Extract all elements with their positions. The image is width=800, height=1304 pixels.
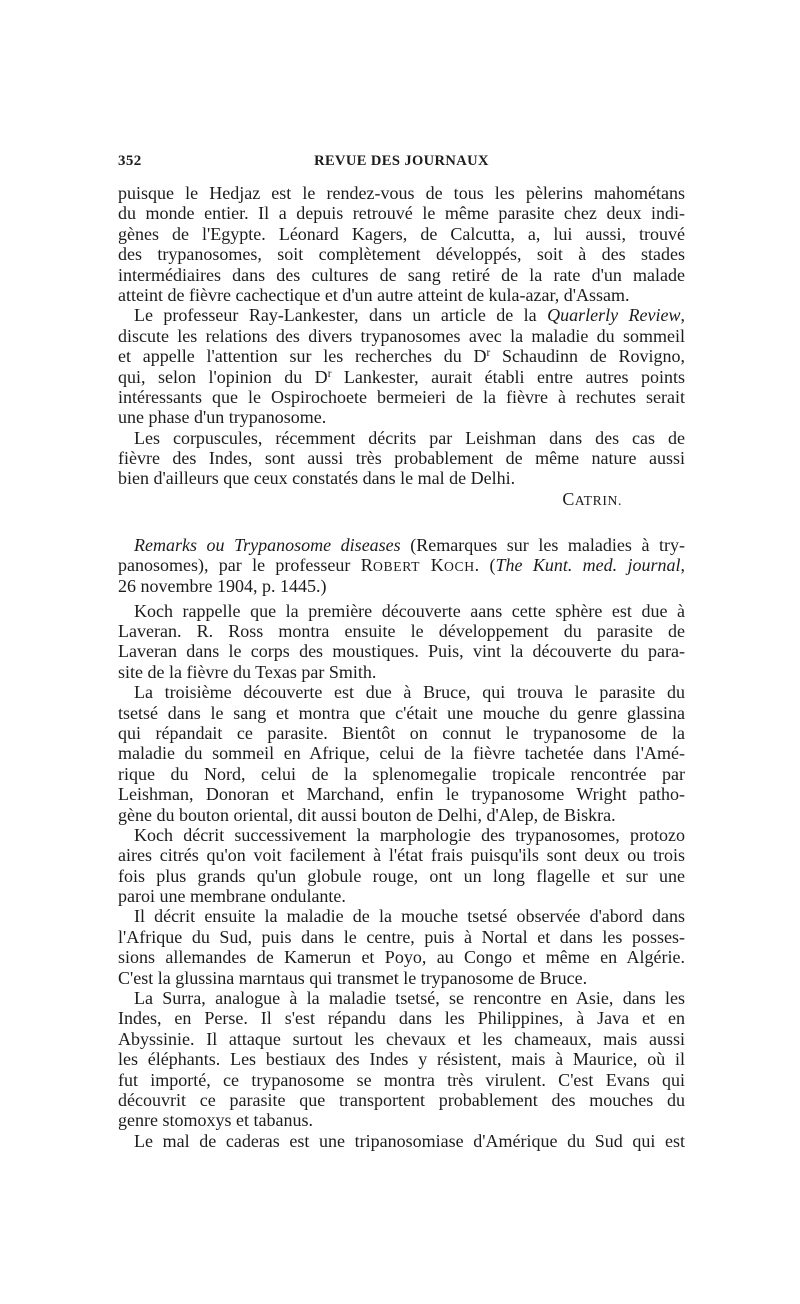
line-text: Koch décrit successivement la marphologie des trypanosomes, protozo <box>134 824 685 845</box>
line-text: l'Afrique du Sud, puis dans le centre, puis à Nortal et dans les posses- <box>118 926 685 947</box>
line-text: Le mal de caderas est une tripanosomiase d'Amérique du Sud qui est <box>134 1130 685 1151</box>
line-text: maladie du sommeil en Afrique, celui de la fièvre tachetée dans l'Amé- <box>118 743 685 764</box>
line-text: genre stomoxys et tabanus. <box>118 1110 313 1131</box>
page-header <box>118 151 685 171</box>
text-line <box>118 743 685 763</box>
line-text: Laveran. R. Ross montra ensuite le développement du parasite de <box>118 621 685 641</box>
text-line <box>118 1090 685 1110</box>
article-citation <box>118 535 685 596</box>
text-line <box>118 805 685 825</box>
line-text: Laveran dans le corps des moustiques. Puis, vint la découverte du para- <box>118 641 685 662</box>
line-text: fut importé, ce trypanosome se montra très virulent. C'est Evans qui <box>118 1069 685 1090</box>
text-line <box>118 825 685 845</box>
line-text: les éléphants. Les bestiaux des Indes y résistent, mais à Maurice, où il <box>118 1049 685 1070</box>
paragraph <box>118 825 685 907</box>
article-body <box>118 183 685 1151</box>
text-line <box>118 489 685 509</box>
line-text: Il décrit ensuite la maladie de la mouche tsetsé observée d'abord dans <box>134 906 685 927</box>
line-text: Indes, en Perse. Il s'est répandu dans les Philippines, à Java et en <box>118 1008 685 1029</box>
author-signature <box>118 489 685 509</box>
line-text: site de la fièvre du Texas par Smith. <box>118 661 377 682</box>
line-text: gènes de l'Egypte. Léonard Kagers, de Calcutta, a, lui aussi, trouvé <box>118 223 685 244</box>
text-line <box>118 927 685 947</box>
text-line <box>118 641 685 661</box>
text-line <box>118 1070 685 1090</box>
line-text: gène du bouton oriental, dit aussi bouton de Delhi, d'Alep, de Biskra. <box>118 804 616 825</box>
text-span: Le professeur Ray-Lankester, dans un article de la <box>134 305 548 326</box>
paragraph <box>118 305 685 427</box>
line-text <box>118 346 685 366</box>
line-text: une phase d'un trypanosome. <box>118 407 327 428</box>
line-text: tsetsé dans le sang et montra que c'était une mouche du genre glassina <box>118 702 685 723</box>
line-text <box>118 367 685 387</box>
text-line <box>118 555 685 575</box>
line-text: découvrit ce parasite que transportent probablement des mouches du <box>118 1089 685 1110</box>
text-line <box>118 866 685 886</box>
text-line <box>118 784 685 804</box>
text-line <box>118 265 685 285</box>
text-line <box>118 535 685 555</box>
text-line <box>118 601 685 621</box>
line-text: La troisième découverte est due à Bruce, qui trouva le parasite du <box>134 682 685 703</box>
paragraph <box>118 601 685 683</box>
text-line <box>118 244 685 264</box>
line-text: rique du Nord, celui de la splenomegalie tropicale rencontrée par <box>118 763 685 784</box>
text-line <box>118 906 685 926</box>
text-span: panosomes), par le professeur <box>118 555 361 576</box>
text-line <box>118 662 685 682</box>
text-line <box>118 621 685 641</box>
text-line <box>118 703 685 723</box>
text-span: , <box>680 305 685 326</box>
text-line <box>118 407 685 427</box>
line-text: C'est la glussina marntaus qui transmet le trypanosome de Bruce. <box>118 967 588 988</box>
text-line <box>118 1049 685 1069</box>
text-line <box>118 723 685 743</box>
italic-text: The Kunt. med. journal <box>495 555 681 576</box>
paragraph <box>118 428 685 489</box>
small-caps-text: CATRIN. <box>562 488 622 509</box>
running-title: REVUE DES JOURNAUX <box>314 153 489 169</box>
text-line <box>118 448 685 468</box>
line-text: du monde entier. Il a depuis retrouvé le même parasite chez deux indi- <box>118 203 685 224</box>
text-line <box>118 1029 685 1049</box>
line-text: atteint de fièvre cachectique et d'un autre atteint de kula-azar, d'Assam. <box>118 284 630 305</box>
line-text: Abyssinie. Il attaque surtout les chevaux et les chameaux, mais aussi <box>118 1028 685 1049</box>
text-line <box>118 845 685 865</box>
line-text: Leishman, Donoran et Marchand, enfin le trypanosome Wright patho- <box>118 784 685 805</box>
text-line <box>118 285 685 305</box>
line-text: aires citrés qu'on voit facilement à l'état frais puisqu'ils sont deux ou trois <box>118 845 685 866</box>
text-line <box>118 1131 685 1151</box>
line-text: intermédiaires dans des cultures de sang retiré de la rate d'un malade <box>118 264 685 285</box>
line-text: des trypanosomes, soit complètement développés, soit à des stades <box>118 244 685 265</box>
line-text: bien d'ailleurs que ceux constatés dans le mal de Delhi. <box>118 468 516 489</box>
text-line <box>118 764 685 784</box>
superscript-text: r <box>327 367 332 380</box>
text-line <box>118 224 685 244</box>
text-line <box>118 947 685 967</box>
line-text <box>118 555 685 575</box>
line-text: puisque le Hedjaz est le rendez-vous de tous les pèlerins mahométans <box>118 183 685 203</box>
line-text: Les corpuscules, récemment décrits par Leishman dans des cas de <box>134 427 685 448</box>
italic-text: Quarlerly Review <box>547 305 681 326</box>
superscript-text: r <box>486 347 491 359</box>
line-text: qui répandait ce parasite. Bientôt on connut le trypanosome de la <box>118 722 685 743</box>
paragraph-runs-on <box>118 1131 685 1151</box>
text-span: Schaudinn de Rovigno, <box>490 346 685 367</box>
text-span: Lankester, aurait établi entre autres points <box>331 366 685 387</box>
line-text: sions allemandes de Kamerun et Poyo, au Congo et même en Algérie. <box>118 947 685 968</box>
line-text: intéressants que le Ospirochoete bermeieri de la fièvre à rechutes serait <box>118 386 685 407</box>
line-text <box>562 489 622 509</box>
text-line <box>118 1008 685 1028</box>
line-text: 26 novembre 1904, p. 1445.) <box>118 575 327 596</box>
small-caps-text: ROBERT KOCH <box>360 555 475 576</box>
text-line <box>118 183 685 203</box>
text-line <box>118 576 685 596</box>
text-span: qui, selon l'opinion du D <box>118 366 328 387</box>
paragraph <box>118 906 685 988</box>
text-line <box>118 305 685 325</box>
text-line <box>118 367 685 387</box>
line-text: discute les relations des divers trypanosomes avec la maladie du sommeil <box>118 325 685 346</box>
text-span: et appelle l'attention sur les recherches du D <box>118 346 487 367</box>
text-line <box>118 346 685 366</box>
paragraph <box>118 682 685 825</box>
text-line <box>118 1110 685 1130</box>
text-line <box>118 968 685 988</box>
line-text: fièvre des Indes, sont aussi très probablement de même nature aussi <box>118 448 685 469</box>
text-line <box>118 682 685 702</box>
paragraph <box>118 988 685 1131</box>
text-line <box>118 428 685 448</box>
text-span: . ( <box>474 555 496 576</box>
paragraph-continued <box>118 183 685 305</box>
text-span: (Remarques sur les maladies à try- <box>400 534 685 555</box>
line-text: paroi une membrane ondulante. <box>118 886 346 907</box>
text-line <box>118 468 685 488</box>
text-line <box>118 886 685 906</box>
line-text: Koch rappelle que la première découverte aans cette sphère est due à <box>134 600 685 621</box>
text-line <box>118 988 685 1008</box>
text-span: , <box>680 555 685 576</box>
line-text: fois plus grands qu'un globule rouge, ont un long flagelle et sur une <box>118 865 685 886</box>
text-line <box>118 387 685 407</box>
text-line <box>118 326 685 346</box>
text-line <box>118 203 685 223</box>
line-text <box>134 305 685 325</box>
line-text: La Surra, analogue à la maladie tsetsé, se rencontre en Asie, dans les <box>134 988 685 1009</box>
line-text <box>134 535 685 555</box>
page-number: 352 <box>118 153 142 169</box>
italic-text: Remarks ou Trypanosome diseases <box>134 534 401 555</box>
